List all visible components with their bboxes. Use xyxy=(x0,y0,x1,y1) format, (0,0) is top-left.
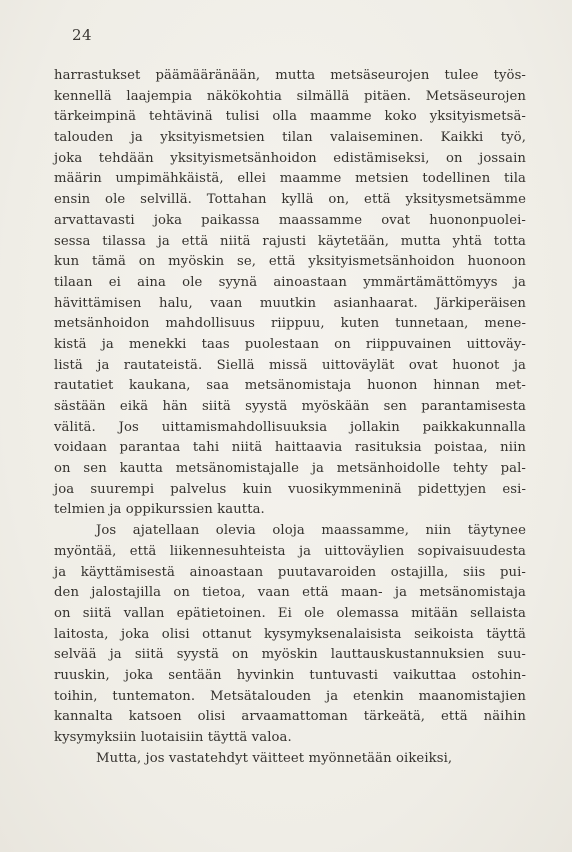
text-line: ruuskin, joka sentään hyvinkin tuntuvasti vaikuttaa ostohin- xyxy=(54,667,526,683)
text-line: joka tehdään yksityismetsänhoidon edistämiseksi, on jossain xyxy=(54,150,526,166)
text-line: määrin umpimähkäistä, ellei maamme metsien todellinen tila xyxy=(54,171,526,187)
text-line: laitosta, joka olisi ottanut kysymyksenalaisista seikoista täyttä xyxy=(54,626,526,642)
text-line: kun tämä on myöskin se, että yksityismetsänhoidon huonoon xyxy=(54,254,526,270)
text-line: voidaan parantaa tahi niitä haittaavia rasituksia poistaa, niin xyxy=(54,440,526,456)
text-line: sessa tilassa ja että niitä rajusti käytetään, mutta yhtä totta xyxy=(54,233,526,249)
text-line: selvää ja siitä syystä on myöskin lauttauskustannuksien suu- xyxy=(54,647,526,663)
text-line: telmien ja oppikurssien kautta. xyxy=(54,502,265,518)
text-line: talouden ja yksityismetsien tilan valaiseminen. Kaikki työ, xyxy=(54,130,526,146)
text-line: kannalta katsoen olisi arvaamattoman tärkeätä, että näihin xyxy=(54,709,526,725)
text-line: rautatiet kaukana, saa metsänomistaja huonon hinnan met- xyxy=(54,378,526,394)
text-line: arvattavasti joka paikassa maassamme ovat huononpuolei- xyxy=(54,212,526,228)
text-line: tärkeimpinä tehtävinä tulisi olla maamme koko yksityismetsä- xyxy=(54,109,526,125)
text-line: harrastukset päämääränään, mutta metsäseurojen tulee työs- xyxy=(54,68,526,83)
text-line: on siitä vallan epätietoinen. Ei ole olemassa mitään sellaista xyxy=(54,605,526,621)
text-line: metsänhoidon mahdollisuus riippuu, kuten tunnetaan, mene- xyxy=(54,316,526,332)
text-line: tilaan ei aina ole syynä ainoastaan ymmärtämättömyys ja xyxy=(54,274,526,290)
text-line: toihin, tuntematon. Metsätalouden ja etenkin maanomistajien xyxy=(54,688,526,704)
text-line: Mutta, jos vastatehdyt väitteet myönnetään oikeiksi, xyxy=(96,750,453,766)
text-line: joa suurempi palvelus kuin vuosikymmeninä pidettyjen esi- xyxy=(54,481,526,497)
text-line: Jos ajatellaan olevia oloja maassamme, niin täytynee xyxy=(96,523,526,539)
text-line: myöntää, että liikennesuhteista ja uittoväylien sopivaisuudesta xyxy=(54,543,526,559)
text-line: kennellä laajempia näkökohtia silmällä pitäen. Metsäseurojen xyxy=(54,88,526,104)
text-line: ensin ole selvillä. Tottahan kyllä on, että yksitysmetsämme xyxy=(54,192,526,208)
text-line: kysymyksiin luotaisiin täyttä valoa. xyxy=(54,730,292,745)
page-number: 24 xyxy=(72,26,93,44)
text-line: kistä ja menekki taas puolestaan on riippuvainen uittoväy- xyxy=(54,336,526,352)
text-line: välitä. Jos uittamismahdollisuuksia jollakin paikkakunnalla xyxy=(54,419,526,435)
text-line: listä ja rautateistä. Siellä missä uittoväylät ovat huonot ja xyxy=(54,357,526,373)
body-text xyxy=(54,66,526,769)
text-line: sästään eikä hän siitä syystä myöskään sen parantamisesta xyxy=(54,399,526,414)
text-line: hävittämisen halu, vaan muutkin asianhaarat. Järkiperäisen xyxy=(54,295,526,311)
text-line: on sen kautta metsänomistajalle ja metsänhoidolle tehty pal- xyxy=(54,461,526,477)
text-line: den jalostajilla on tietoa, vaan että maan- ja metsänomistaja xyxy=(54,585,526,601)
text-line: ja käyttämisestä ainoastaan puutavaroiden ostajilla, siis pui- xyxy=(54,564,526,580)
